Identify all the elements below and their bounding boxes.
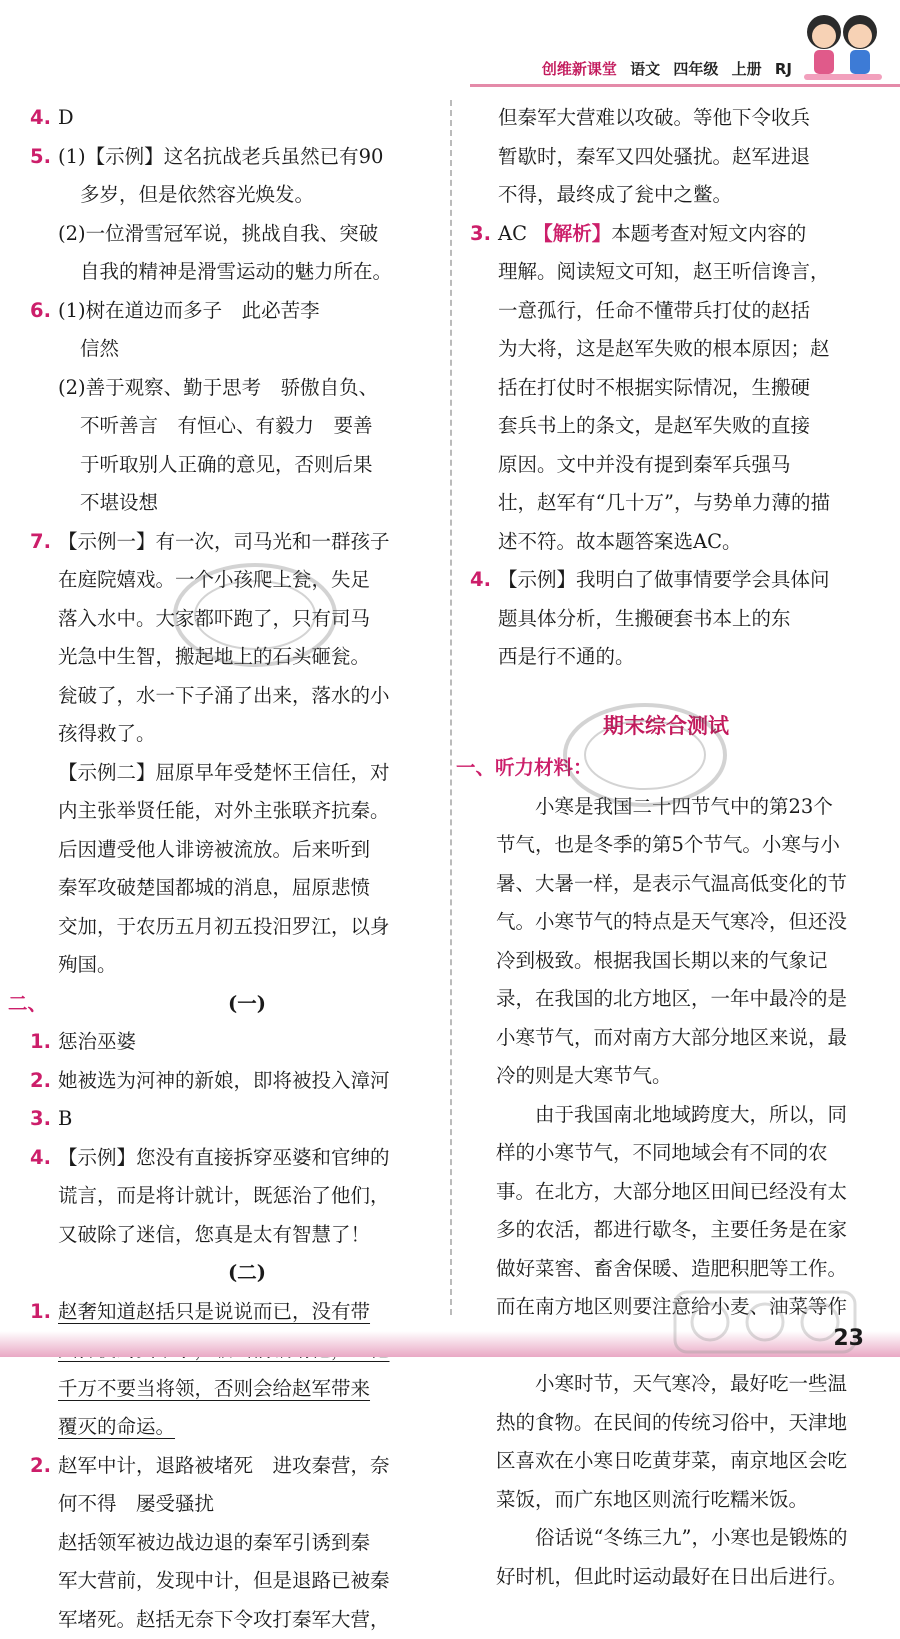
- answer-line: 暂歇时，秦军又四处骚扰。赵军进退: [470, 138, 862, 177]
- answer-line: 赵军中计，退路被堵死 进攻秦营，奈: [30, 1447, 432, 1486]
- answer-line: 于听取别人正确的意见，否则后果: [30, 446, 432, 485]
- answer-line: 又破除了迷信，您真是太有智慧了！: [30, 1216, 432, 1255]
- answer-number: 3.: [30, 1100, 51, 1139]
- para-line: 区喜欢在小寒日吃黄芽菜，南京地区会吃: [496, 1442, 862, 1481]
- answer-line: 在庭院嬉戏。一个小孩爬上瓮，失足: [30, 561, 432, 600]
- part1-answer-4: [30, 1139, 432, 1255]
- header-grade: 四年级: [673, 60, 718, 78]
- answer-number: 4.: [470, 561, 491, 600]
- answer-line: 【示例】我明白了做事情要学会具体问: [470, 561, 862, 600]
- paragraph-1: [470, 788, 862, 1096]
- para-line: 而在南方地区则要注意给小麦、油菜等作: [496, 1288, 862, 1327]
- answer-line: (2)善于观察、勤于思考 骄傲自负、: [30, 369, 432, 408]
- subsection-2-heading: [30, 1254, 432, 1293]
- para-line: 冷到极致。根据我国长期以来的气象记: [496, 942, 862, 981]
- answer-choice: AC: [498, 222, 527, 245]
- answer-number: 1.: [30, 1023, 51, 1062]
- answer-line: 套兵书上的条文，是赵军失败的直接: [470, 407, 862, 446]
- answer-line: 秦军攻破楚国都城的消息，屈原悲愤: [30, 869, 432, 908]
- answer-text: 惩治巫婆: [30, 1023, 432, 1062]
- subsection-1-title: (一): [228, 985, 266, 1024]
- answer-line: 壮，赵军有“几十万”，与势单力薄的描: [470, 484, 862, 523]
- listening-material-label: 一、听力材料：: [456, 749, 862, 788]
- answer-line: 题具体分析，生搬硬套书本上的东: [470, 600, 862, 639]
- answer-line: 述不符。故本题答案选AC。: [470, 523, 862, 562]
- answer-line: 括在打仗时不根据实际情况，生搬硬: [470, 369, 862, 408]
- answer-number: 2.: [30, 1447, 51, 1486]
- header-subject: 语文: [630, 60, 660, 78]
- para-line: 做好菜窖、畜舍保暖、造肥积肥等工作。: [496, 1250, 862, 1289]
- answer-line: 西是行不通的。: [470, 638, 862, 677]
- answer-line: 多岁，但是依然容光焕发。: [30, 176, 432, 215]
- page-number: 23: [833, 1326, 864, 1351]
- answer-line: 【示例】您没有直接拆穿巫婆和官绅的: [30, 1139, 432, 1178]
- mascot-kids-icon: [794, 2, 890, 86]
- watermark-stamp-icon: [560, 700, 730, 810]
- header-brand: 创维新课堂: [542, 60, 617, 78]
- answer-line: 军大营前，发现中计，但是退路已被秦: [30, 1562, 432, 1601]
- page-header: [0, 0, 900, 96]
- answer-number: 3.: [470, 215, 491, 254]
- column-divider: [450, 100, 452, 1315]
- answer-4: [30, 99, 432, 138]
- answer-line: 不听善言 有恒心、有毅力 要善: [30, 407, 432, 446]
- answer-line: 原因。文中并没有提到秦军兵强马: [470, 446, 862, 485]
- paragraph-3: [470, 1365, 862, 1519]
- left-column: [30, 99, 432, 1639]
- answer-text: 她被选为河神的新娘，即将被投入漳河: [30, 1062, 432, 1101]
- para-line: 节气，也是冬季的第5个节气。小寒与小: [496, 826, 862, 865]
- answer-line: 瓮破了，水一下子涌了出来，落水的小: [30, 677, 432, 716]
- answer-line: 【示例一】有一次，司马光和一群孩子: [30, 523, 432, 562]
- para-line: 事。在北方，大部分地区田间已经没有太: [496, 1173, 862, 1212]
- answer-line: 本题考查对短文内容的: [611, 222, 806, 245]
- para-line: 样的小寒节气，不同地域会有不同的农: [496, 1134, 862, 1173]
- answer-line: 信然: [30, 330, 432, 369]
- para-line: 暑、大暑一样，是表示气温高低变化的节: [496, 865, 862, 904]
- header-edition: RJ: [775, 60, 792, 78]
- section-2-heading: [8, 985, 432, 1024]
- answer-number: 4.: [30, 1139, 51, 1178]
- answer-line: 不得，最终成了瓮中之鳖。: [470, 176, 862, 215]
- answer-line: 内主张举贤任能，对外主张联齐抗秦。: [30, 792, 432, 831]
- watermark-stamp-icon: [170, 560, 340, 670]
- answer-line: 千万不要当将领，否则会给赵军带来: [58, 1377, 370, 1400]
- answer-5: [30, 138, 432, 292]
- para-line: 热的食物。在民间的传统习俗中，天津地: [496, 1404, 862, 1443]
- answer-3: [470, 215, 862, 562]
- answer-line: 理解。阅读短文可知，赵王听信谗言，: [470, 253, 862, 292]
- answer-4-right: [470, 561, 862, 677]
- para-line: 好时机，但此时运动最好在日出后进行。: [496, 1558, 862, 1597]
- answer-line: 军堵死。赵括无奈下令攻打秦军大营，: [30, 1601, 432, 1639]
- para-line: 录，在我国的北方地区，一年中最冷的是: [496, 980, 862, 1019]
- para-line: 气。小寒节气的特点是天气寒冷，但还没: [496, 903, 862, 942]
- answer-line: 但秦军大营难以攻破。等他下令收兵: [470, 99, 862, 138]
- answer-line: 殉国。: [30, 946, 432, 985]
- answer-line: 自我的精神是滑雪运动的魅力所在。: [30, 253, 432, 292]
- answer-line: 一意孤行，任命不懂带兵打仗的赵括: [470, 292, 862, 331]
- part1-answer-3: [30, 1100, 432, 1139]
- answer-line: 【示例二】屈原早年受楚怀王信任，对: [30, 754, 432, 793]
- answer-text: D: [30, 99, 432, 138]
- answer-line: (1)树在道边而多子 此必苦李: [30, 292, 432, 331]
- answer-line: 赵奢知道赵括只是说说而已，没有带: [58, 1300, 370, 1323]
- subsection-2-title: (二): [228, 1261, 266, 1284]
- answer-line: 落入水中。大家都吓跑了，只有司马: [30, 600, 432, 639]
- answer-number: 7.: [30, 523, 51, 562]
- para-line: 由于我国南北地域跨度大，所以，同: [496, 1096, 862, 1135]
- answer-line: 为大将，这是赵军失败的根本原因；赵: [470, 330, 862, 369]
- analysis-tag: 【解析】: [533, 222, 611, 245]
- header-rule: [470, 84, 900, 87]
- para-line: 冷的则是大寒节气。: [496, 1057, 862, 1096]
- answer-number: 5.: [30, 138, 51, 177]
- para-line: 小寒时节，天气寒冷，最好吃一些温: [496, 1365, 862, 1404]
- answer-line: 后因遭受他人诽谤被流放。后来听到: [30, 831, 432, 870]
- answer-number: 2.: [30, 1062, 51, 1101]
- section-label: 二、: [8, 992, 47, 1015]
- para-line: 小寒是我国二十四节气中的第23个: [496, 788, 862, 827]
- answer-number: 4.: [30, 99, 51, 138]
- part1-answer-1: [30, 1023, 432, 1062]
- answer-line: 赵括领军被边战边退的秦军引诱到秦: [30, 1524, 432, 1563]
- answer-6: [30, 292, 432, 523]
- header-title: [542, 58, 792, 79]
- answer-line: (1)【示例】这名抗战老兵虽然已有90: [30, 138, 432, 177]
- answer-line: 孩得救了。: [30, 715, 432, 754]
- para-line: 小寒节气，而对南方大部分地区来说，最: [496, 1019, 862, 1058]
- para-line: 菜饭，而广东地区则流行吃糯米饭。: [496, 1481, 862, 1520]
- part2-answer-1: [30, 1293, 432, 1447]
- paragraph-4: [470, 1519, 862, 1596]
- answer-line: (2)一位滑雪冠军说，挑战自我、突破: [30, 215, 432, 254]
- answer-2-continued: [470, 99, 862, 215]
- para-line: 俗话说“冬练三九”，小寒也是锻炼的: [496, 1519, 862, 1558]
- answer-number: 6.: [30, 292, 51, 331]
- answer-line: 不堪设想: [30, 484, 432, 523]
- right-column: [470, 99, 862, 1596]
- answer-line: 交加，于农历五月初五投汨罗江，以身: [30, 908, 432, 947]
- answer-line: 覆灭的命运。: [58, 1415, 175, 1438]
- part1-answer-2: [30, 1062, 432, 1101]
- part2-answer-2: [30, 1447, 432, 1639]
- site-watermark-logo-icon: [670, 1287, 860, 1357]
- answer-line: 何不得 屡受骚扰: [30, 1485, 432, 1524]
- answer-line: 谎言，而是将计就计，既惩治了他们，: [30, 1177, 432, 1216]
- para-line: 多的农活，都进行歇冬，主要任务是在家: [496, 1211, 862, 1250]
- answer-number: 1.: [30, 1293, 51, 1332]
- header-volume: 上册: [732, 60, 762, 78]
- answer-line: 光急中生智，搬起地上的石头砸瓮。: [30, 638, 432, 677]
- answer-text: B: [30, 1100, 432, 1139]
- final-test-title: 期末综合测试: [470, 707, 862, 746]
